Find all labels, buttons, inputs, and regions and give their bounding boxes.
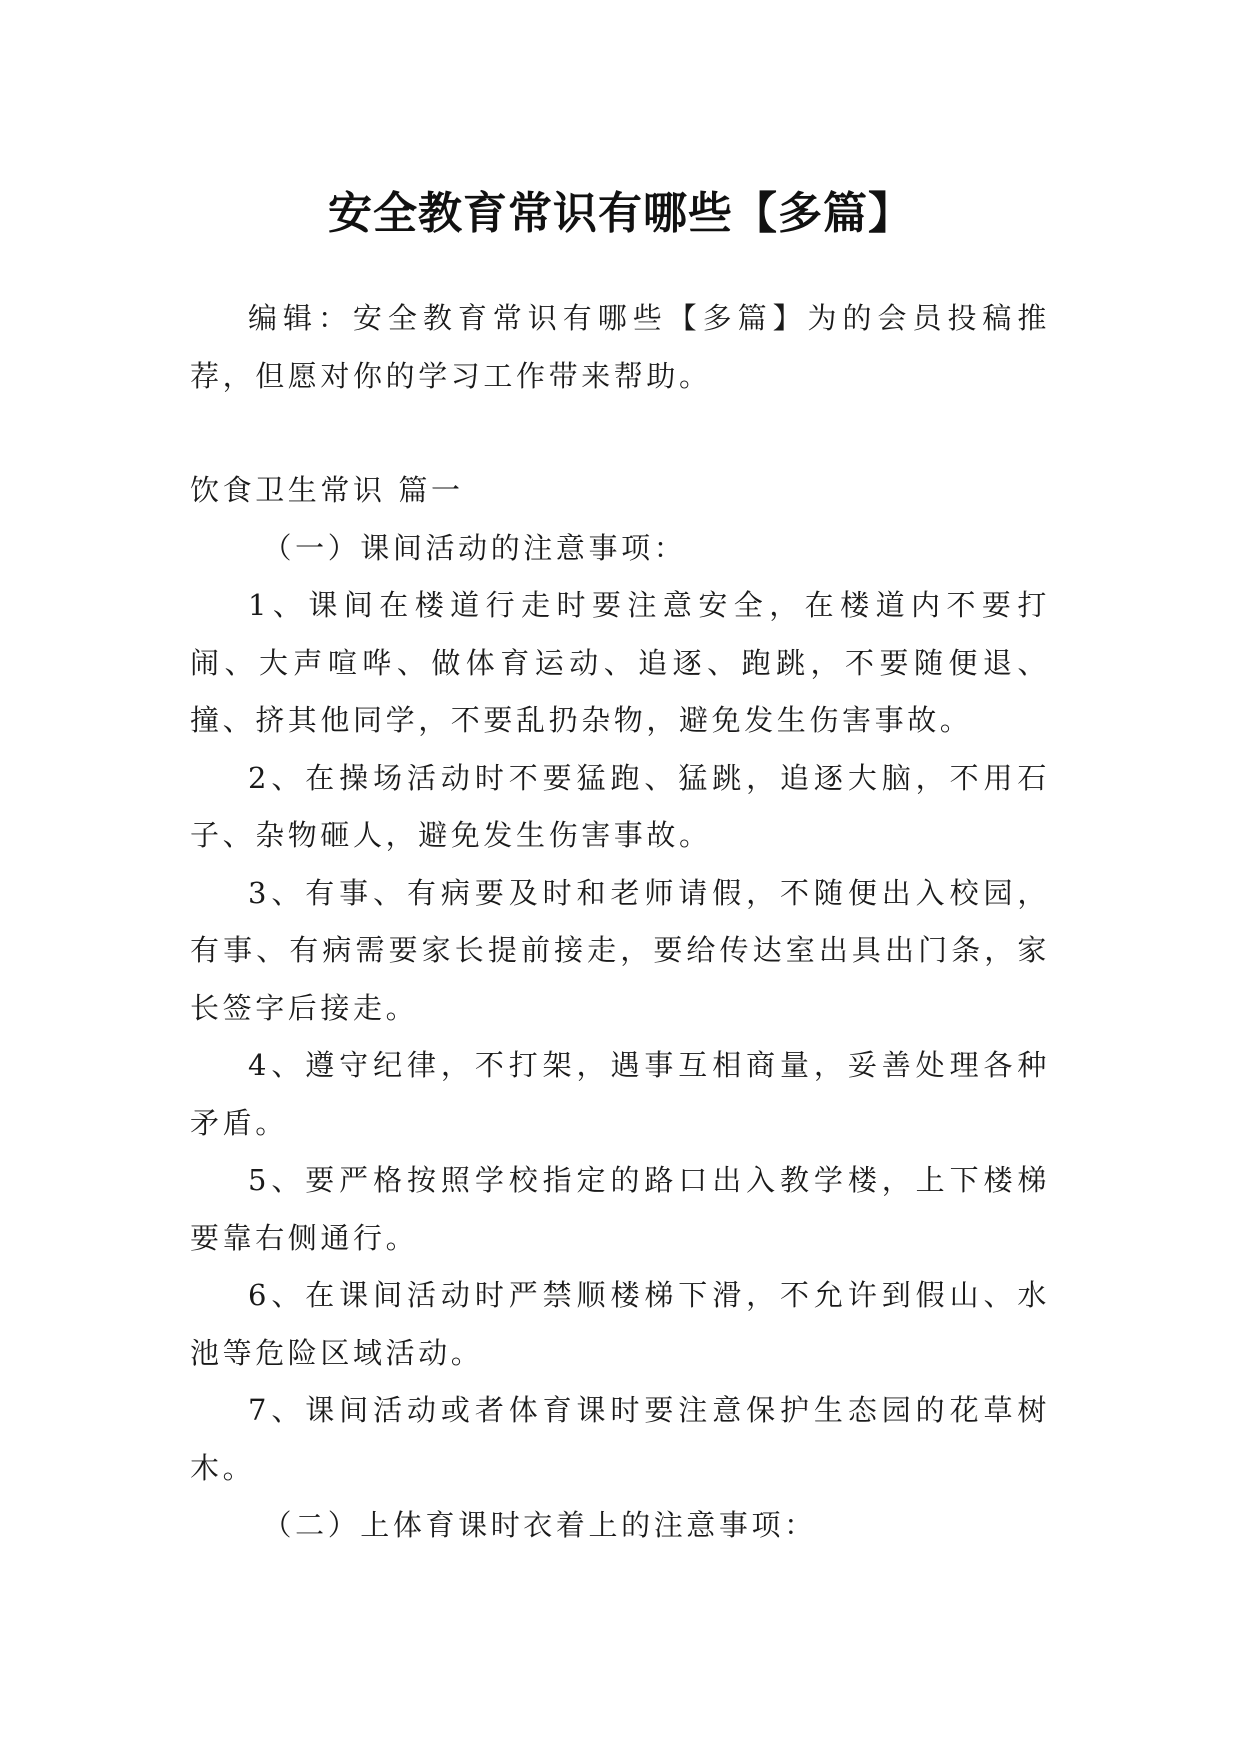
section-heading: 饮食卫生常识 篇一 — [190, 473, 464, 507]
list-item-2: 2、在操场活动时不要猛跑、猛跳，追逐大脑，不用石子、杂物砸人，避免发生伤害事故。 — [190, 760, 1050, 852]
list-item-3: 3、有事、有病要及时和老师请假，不随便出入校园，有事、有病需要家长提前接走，要给传达室出具出门条，家长签字后接走。 — [190, 875, 1050, 1025]
document-body — [190, 290, 1050, 1555]
list-item-6: 6、在课间活动时严禁顺楼梯下滑，不允许到假山、水池等危险区域活动。 — [190, 1278, 1050, 1370]
list-item-7: 7、课间活动或者体育课时要注意保护生态园的花草树木。 — [190, 1393, 1050, 1485]
subheading-classroom-break: （一）课间活动的注意事项： — [262, 530, 687, 565]
subheading-pe-clothing: （二）上体育课时衣着上的注意事项： — [262, 1508, 817, 1542]
intro-paragraph: 编辑：安全教育常识有哪些【多篇】为的会员投稿推荐，但愿对你的学习工作带来帮助。 — [190, 301, 1050, 393]
document-title: 安全教育常识有哪些【多篇】 — [328, 188, 913, 240]
list-item-4: 4、遵守纪律，不打架，遇事互相商量，妥善处理各种矛盾。 — [190, 1048, 1050, 1140]
list-item-5: 5、要严格按照学校指定的路口出入教学楼，上下楼梯要靠右侧通行。 — [190, 1163, 1050, 1255]
list-item-1: 1、课间在楼道行走时要注意安全，在楼道内不要打闹、大声喧哗、做体育运动、追逐、跑跳，不要随便退、撞、挤其他同学，不要乱扔杂物，避免发生伤害事故。 — [190, 588, 1050, 737]
